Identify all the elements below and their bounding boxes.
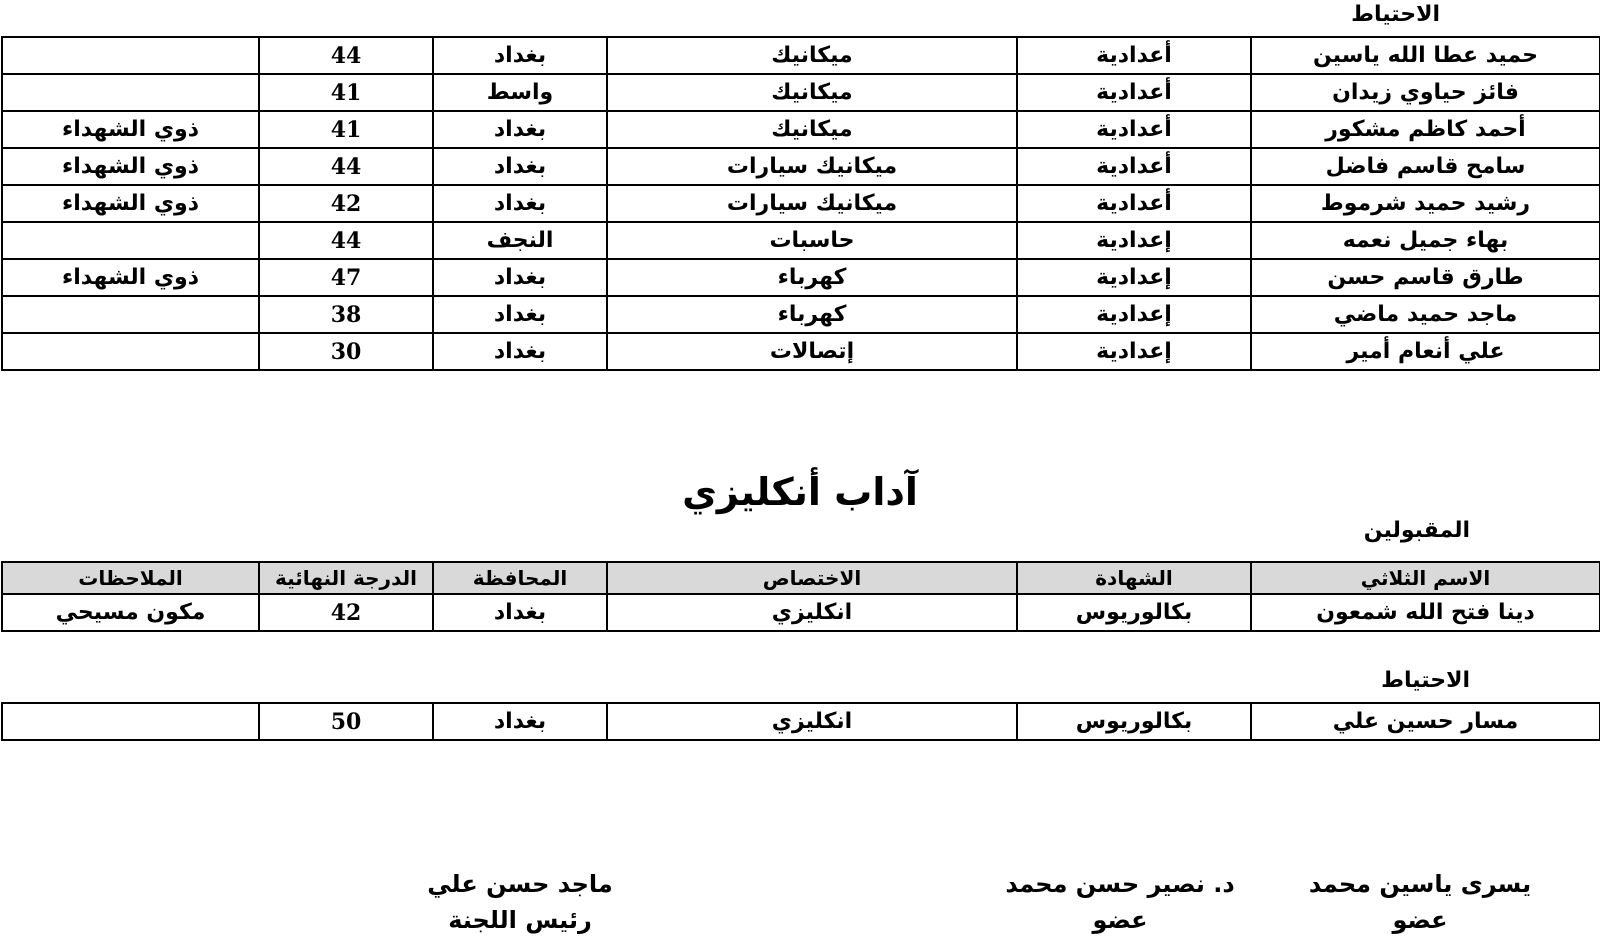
- cell-grade: 44: [259, 222, 433, 259]
- header-certificate: الشهادة: [1017, 562, 1251, 594]
- cell-notes: ذوي الشهداء: [2, 185, 259, 222]
- cell-name: مسار حسين علي: [1251, 703, 1600, 740]
- cell-grade: 41: [259, 111, 433, 148]
- cell-governorate: واسط: [433, 74, 607, 111]
- cell-notes: [2, 333, 259, 370]
- cell-grade: 50: [259, 703, 433, 740]
- cell-name: فائز حياوي زيدان: [1251, 74, 1600, 111]
- cell-certificate: أعدادية: [1017, 111, 1251, 148]
- signature-role: رئيس اللجنة: [448, 906, 592, 934]
- cell-notes: [2, 703, 259, 740]
- cell-name: علي أنعام أمير: [1251, 333, 1600, 370]
- accepted-table: [1, 561, 1600, 632]
- signature-member-2: [1000, 866, 1240, 938]
- cell-specialization: كهرباء: [607, 259, 1017, 296]
- cell-governorate: بغداد: [433, 296, 607, 333]
- cell-notes: [2, 222, 259, 259]
- cell-grade: 30: [259, 333, 433, 370]
- cell-name: حميد عطا الله ياسين: [1251, 37, 1600, 74]
- signature-name: د. نصير حسن محمد: [1005, 870, 1235, 898]
- table-row: [2, 111, 1600, 148]
- section-title: آداب أنكليزي: [682, 470, 918, 514]
- cell-certificate: أعدادية: [1017, 185, 1251, 222]
- cell-notes: ذوي الشهداء: [2, 259, 259, 296]
- cell-governorate: النجف: [433, 222, 607, 259]
- cell-name: دينا فتح الله شمعون: [1251, 594, 1600, 631]
- table-row: [2, 37, 1600, 74]
- cell-specialization: إتصالات: [607, 333, 1017, 370]
- cell-name: رشيد حميد شرموط: [1251, 185, 1600, 222]
- cell-specialization: ميكانيك: [607, 37, 1017, 74]
- table-row: [2, 185, 1600, 222]
- cell-specialization: ميكانيك: [607, 74, 1017, 111]
- cell-name: طارق قاسم حسن: [1251, 259, 1600, 296]
- cell-governorate: بغداد: [433, 148, 607, 185]
- cell-grade: 38: [259, 296, 433, 333]
- table-row: [2, 74, 1600, 111]
- cell-certificate: أعدادية: [1017, 148, 1251, 185]
- cell-notes: [2, 296, 259, 333]
- cell-notes: [2, 37, 259, 74]
- reserve-bottom-label: الاحتياط: [1381, 668, 1470, 693]
- cell-governorate: بغداد: [433, 703, 607, 740]
- cell-governorate: بغداد: [433, 259, 607, 296]
- signature-chair: [400, 866, 640, 938]
- signature-name: يسرى ياسين محمد: [1308, 870, 1532, 898]
- signature-member-1: [1300, 866, 1540, 938]
- cell-specialization: ميكانيك سيارات: [607, 148, 1017, 185]
- cell-grade: 42: [259, 185, 433, 222]
- cell-notes: ذوي الشهداء: [2, 148, 259, 185]
- cell-governorate: بغداد: [433, 111, 607, 148]
- table-row: [2, 594, 1600, 631]
- cell-governorate: بغداد: [433, 37, 607, 74]
- cell-certificate: إعدادية: [1017, 259, 1251, 296]
- header-governorate: المحافظة: [433, 562, 607, 594]
- cell-certificate: أعدادية: [1017, 74, 1251, 111]
- cell-governorate: بغداد: [433, 594, 607, 631]
- cell-grade: 42: [259, 594, 433, 631]
- reserve-bottom-table: [1, 702, 1600, 741]
- header-specialization: الاختصاص: [607, 562, 1017, 594]
- cell-certificate: بكالوريوس: [1017, 594, 1251, 631]
- signature-name: ماجد حسن علي: [427, 870, 613, 898]
- accepted-label: المقبولين: [1363, 518, 1470, 543]
- cell-grade: 47: [259, 259, 433, 296]
- cell-notes: [2, 74, 259, 111]
- header-name: الاسم الثلاثي: [1251, 562, 1600, 594]
- cell-certificate: أعدادية: [1017, 37, 1251, 74]
- table-row: [2, 259, 1600, 296]
- table-row: [2, 222, 1600, 259]
- cell-specialization: انكليزي: [607, 594, 1017, 631]
- table-row: [2, 296, 1600, 333]
- cell-certificate: بكالوريوس: [1017, 703, 1251, 740]
- reserve-top-table: [1, 36, 1600, 371]
- cell-notes: مكون مسيحي: [2, 594, 259, 631]
- table-row: [2, 148, 1600, 185]
- cell-name: بهاء جميل نعمه: [1251, 222, 1600, 259]
- cell-grade: 44: [259, 37, 433, 74]
- cell-certificate: إعدادية: [1017, 333, 1251, 370]
- cell-name: سامح قاسم فاضل: [1251, 148, 1600, 185]
- cell-notes: ذوي الشهداء: [2, 111, 259, 148]
- cell-name: أحمد كاظم مشكور: [1251, 111, 1600, 148]
- table-row: [2, 333, 1600, 370]
- cell-specialization: انكليزي: [607, 703, 1017, 740]
- cell-specialization: كهرباء: [607, 296, 1017, 333]
- cell-grade: 44: [259, 148, 433, 185]
- cell-governorate: بغداد: [433, 333, 607, 370]
- cell-specialization: ميكانيك سيارات: [607, 185, 1017, 222]
- cell-certificate: إعدادية: [1017, 222, 1251, 259]
- reserve-top-label: الاحتياط: [1351, 2, 1440, 27]
- cell-name: ماجد حميد ماضي: [1251, 296, 1600, 333]
- cell-specialization: ميكانيك: [607, 111, 1017, 148]
- signature-role: عضو: [1392, 906, 1448, 934]
- cell-specialization: حاسبات: [607, 222, 1017, 259]
- header-final-grade: الدرجة النهائية: [259, 562, 433, 594]
- cell-certificate: إعدادية: [1017, 296, 1251, 333]
- signature-role: عضو: [1092, 906, 1148, 934]
- cell-governorate: بغداد: [433, 185, 607, 222]
- cell-grade: 41: [259, 74, 433, 111]
- header-notes: الملاحظات: [2, 562, 259, 594]
- table-row: [2, 703, 1600, 740]
